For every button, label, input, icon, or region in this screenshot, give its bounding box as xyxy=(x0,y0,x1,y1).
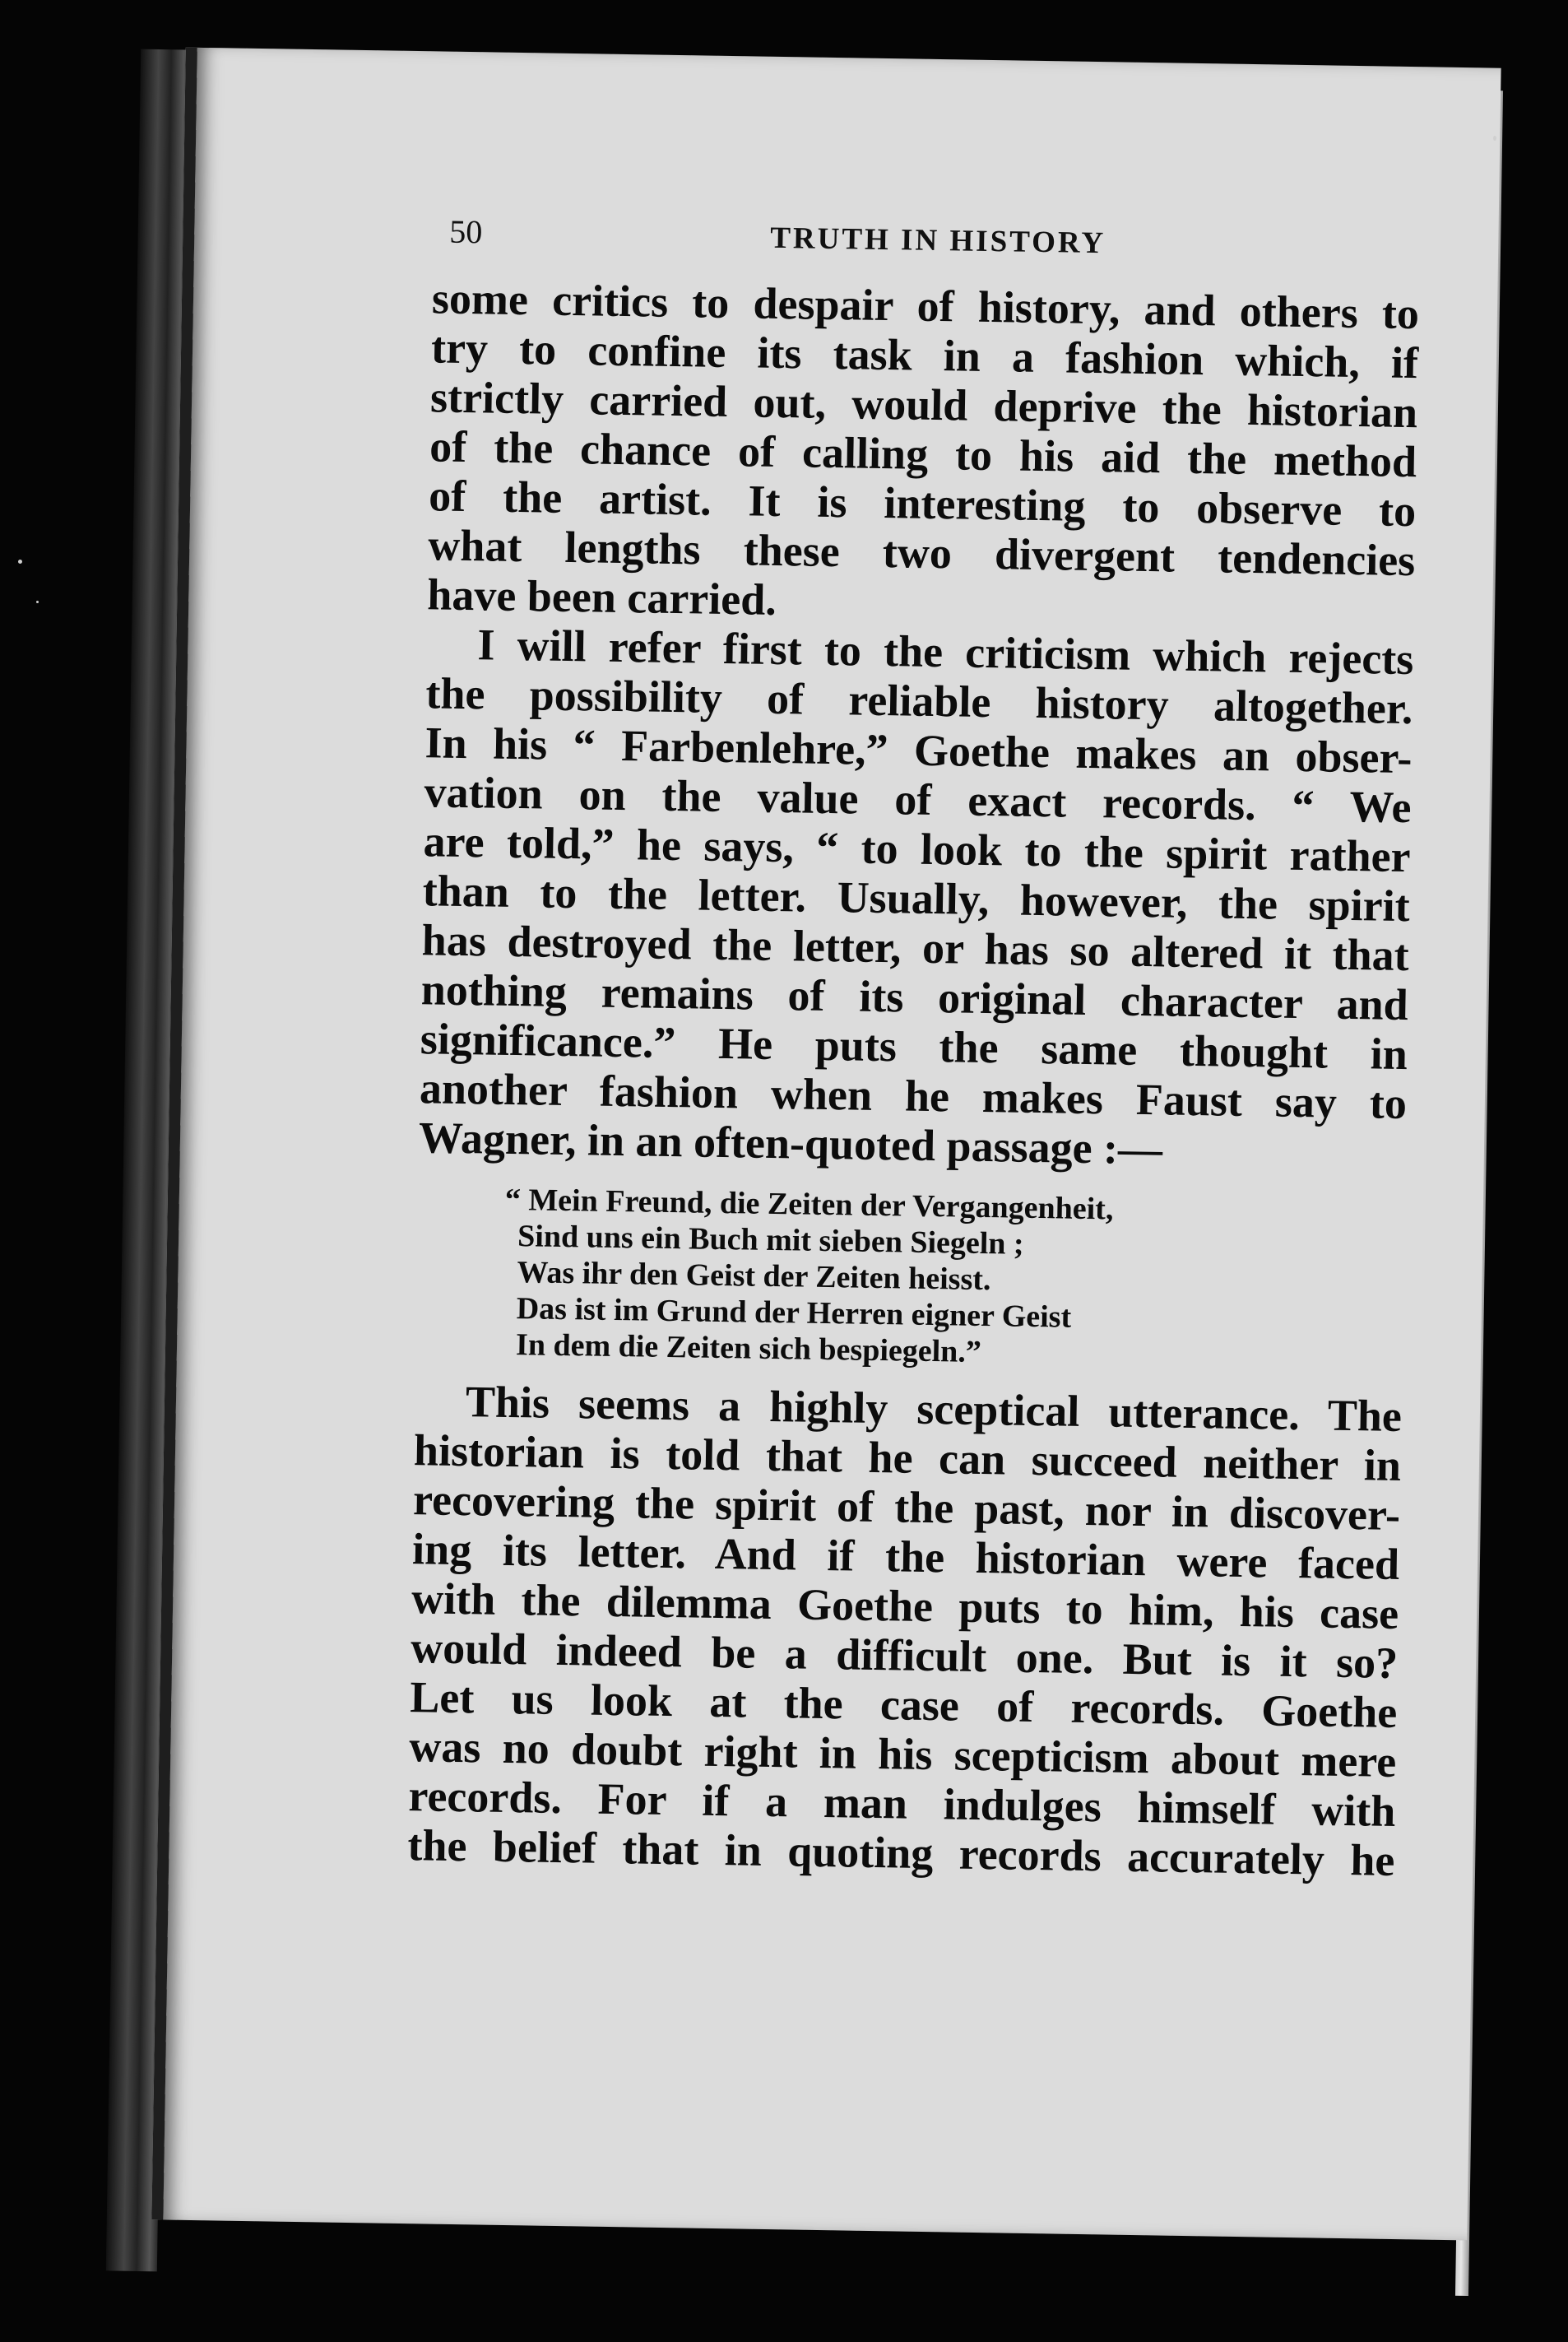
running-title: TRUTH IN HISTORY xyxy=(769,221,1106,261)
text-line: historian is told that he can succeed neither in xyxy=(413,1425,1402,1491)
text-line: with the dilemma Goethe puts to him, his case xyxy=(411,1573,1399,1638)
text-line: was no doubt right in his scepticism about mere xyxy=(408,1722,1397,1787)
text-line: Wagner, in an often-quoted passage :— xyxy=(418,1113,1163,1174)
text-line: vation on the value of exact records. “ We xyxy=(424,767,1412,833)
verse-line: Was ihr den Geist der Zeiten heisst. xyxy=(517,1255,991,1298)
page-body xyxy=(407,273,1419,1885)
verse-line: Das ist im Grund der Herren eigner Geist xyxy=(516,1291,1072,1335)
text-line: some critics to despair of history, and others to xyxy=(431,273,1420,339)
text-line: ing its letter. And if the historian were faced xyxy=(411,1524,1400,1590)
running-head xyxy=(449,212,1400,276)
text-line: try to confine its task in a fashion which, if xyxy=(430,323,1419,388)
text-line: of the chance of calling to his aid the method xyxy=(429,421,1417,487)
page-number: 50 xyxy=(449,212,483,251)
text-line: nothing remains of its original character and xyxy=(420,964,1409,1030)
text-line: I will refer first to the criticism which rejects xyxy=(477,620,1414,685)
text-line: recovering the spirit of the past, nor in discover- xyxy=(412,1475,1401,1540)
text-line: than to the letter. Usually, however, the spirit xyxy=(422,866,1411,932)
text-line: would indeed be a difficult one. But is it so? xyxy=(410,1623,1399,1688)
text-line: the belief that in quoting records accurately he xyxy=(407,1820,1395,1885)
verse-quotation xyxy=(504,1182,1405,1377)
book-page xyxy=(151,48,1501,2241)
text-line: have been carried. xyxy=(426,569,777,625)
paragraph-sceptical xyxy=(407,1376,1402,1885)
verse-line: Sind uns ein Buch mit sieben Siegeln ; xyxy=(517,1219,1024,1262)
verse-line: “ Mein Freund, die Zeiten der Vergangenheit, xyxy=(504,1182,1114,1227)
text-line: strictly carried out, would deprive the historian xyxy=(429,372,1418,438)
text-line: has destroyed the letter, or has so altered it that xyxy=(421,915,1410,981)
text-line: In his “ Farbenlehre,” Goethe makes an obser- xyxy=(424,718,1413,783)
text-line: another fashion when he makes Faust say to xyxy=(419,1063,1408,1129)
text-line: records. For if a man indulges himself with xyxy=(408,1771,1396,1836)
text-line: of the artist. It is interesting to observe to xyxy=(428,471,1417,537)
text-line: are told,” he says, “ to look to the spirit rather xyxy=(423,816,1412,882)
text-line: significance.” He puts the same thought in xyxy=(420,1014,1408,1080)
text-line: the possibility of reliable history altogether. xyxy=(425,668,1413,734)
film-speck xyxy=(36,601,39,603)
paragraph-goethe xyxy=(419,619,1414,1178)
text-line: Let us look at the case of records. Goethe xyxy=(409,1672,1398,1737)
film-speck xyxy=(1493,136,1496,141)
text-line: what lengths these two divergent tendencies xyxy=(427,520,1416,586)
verse-line: In dem die Zeiten sich bespiegeln.” xyxy=(515,1327,982,1369)
text-line: This seems a highly sceptical utterance. The xyxy=(465,1377,1403,1442)
film-speck xyxy=(18,560,22,564)
paragraph-continued xyxy=(427,273,1419,634)
